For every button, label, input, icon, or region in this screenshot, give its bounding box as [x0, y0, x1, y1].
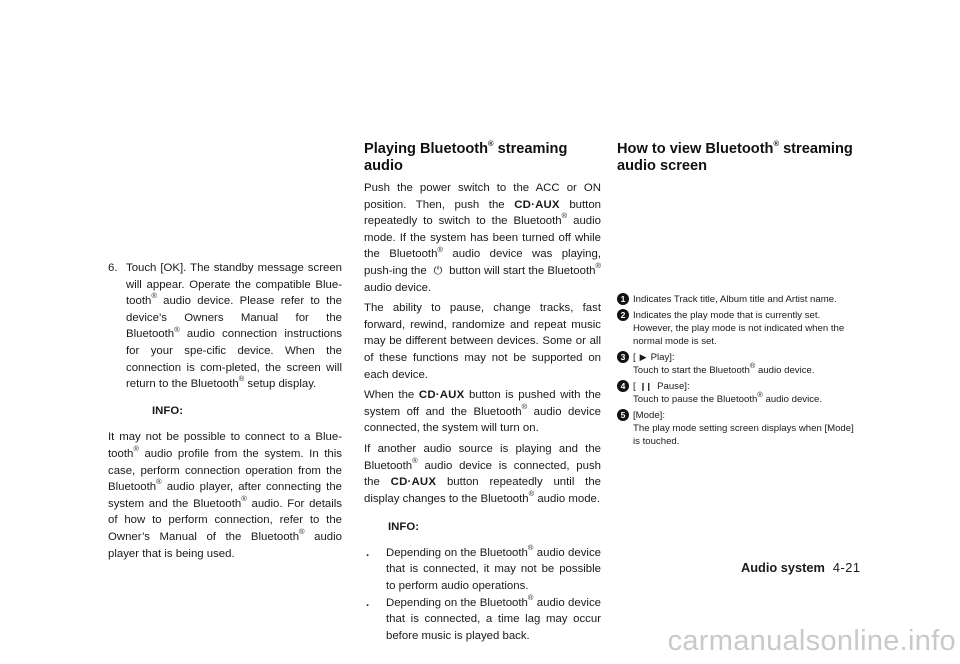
- section-title: Audio system: [741, 560, 825, 575]
- paragraph-when: When the CD·AUX button is pushed with the system off and the Bluetooth® audio device connected, the system will turn on.: [364, 389, 601, 435]
- page-footer: [741, 560, 861, 575]
- heading-how-to-view: How to view Bluetooth® streaming audio screen: [617, 139, 853, 174]
- info-bullets: [364, 545, 601, 645]
- legend-item-2: 2 Indicates the play mode that is currently set. However, the play mode is not indicated when the normal mode is set.: [617, 309, 855, 348]
- step-number: 6.: [108, 262, 118, 274]
- screen-legend: [617, 293, 855, 451]
- paragraph-another-source: If another audio source is playing and the Bluetooth® audio device is connected, push the CD·AUX button repeatedly until the display changes to the Bluetooth® audio mode.: [364, 442, 601, 505]
- cd-aux-button-label: CD·AUX: [390, 476, 437, 489]
- right-column: [617, 141, 855, 175]
- number-badge: 2: [617, 309, 629, 321]
- list-item: . Depending on the Bluetooth® audio device that is connected, it may not be possible to perform audio operations.: [366, 543, 601, 593]
- middle-column: [364, 141, 601, 644]
- step-6: [108, 260, 342, 393]
- step-text: Touch [OK]. The standby message screen will appear. Operate the compatible Blue-tooth® audio device. Please refer to the device’s Owners Manual for the Bluetooth® audio connection instructions for your spe-cific device. When the connection is com-pleted, the screen will return to the Bluetooth® setup display.: [126, 262, 342, 391]
- legend-item-5: 5 [Mode]: The play mode setting screen displays when [Mode] is touched.: [617, 409, 855, 448]
- legend-item-1: 1 Indicates Track title, Album title and Artist name.: [617, 293, 855, 306]
- legend-item-3: 3 [ ▶ Play]: Touch to start the Bluetooth® audio device.: [617, 351, 855, 377]
- page-number: 4-21: [832, 560, 861, 575]
- number-badge: 1: [617, 293, 629, 305]
- cd-aux-button-label: CD·AUX: [514, 198, 560, 211]
- number-badge: 5: [617, 409, 629, 421]
- info-label: INFO:: [388, 521, 420, 534]
- watermark: carmanualsonline.info: [667, 625, 956, 657]
- paragraph-power: Push the power switch to the ACC or ON position. Then, push the CD·AUX button repeatedly to switch to the Bluetooth® audio mode. If the system has been turned off while the Bluetooth® audio device was playing, push-ing the ⏻ button will start the Bluetooth® audio device.: [364, 182, 602, 294]
- pause-icon: ❙❙: [639, 382, 652, 391]
- number-badge: 3: [617, 351, 629, 363]
- play-icon: ▶: [639, 352, 647, 362]
- cd-aux-button-label: CD·AUX: [418, 389, 465, 402]
- info-paragraph: It may not be possible to connect to a Blue-tooth® audio profile from the system. In this case, perform connection operation from the Bluetooth® audio player, after connecting the system and the Bluetooth® audio. For details of how to perform connection, refer to the Owner’s Manual of the Bluetooth® audio player that is being used.: [108, 431, 342, 560]
- left-column: [108, 260, 342, 562]
- heading-playing-bluetooth: Playing Bluetooth® streaming audio: [364, 139, 568, 174]
- legend-item-4: 4 [ ❙❙ Pause]: Touch to pause the Bluetooth® audio device.: [617, 380, 855, 406]
- power-icon: ⏻: [433, 264, 443, 277]
- info-label: INFO:: [152, 404, 184, 417]
- list-item: . Depending on the Bluetooth® audio device that is connected, a time lag may occur before music is played back.: [366, 592, 601, 642]
- paragraph-ability: The ability to pause, change tracks, fast forward, rewind, randomize and repeat music may be different between devices. Some or all of these functions may not be supported on each device.: [364, 302, 601, 381]
- number-badge: 4: [617, 380, 629, 392]
